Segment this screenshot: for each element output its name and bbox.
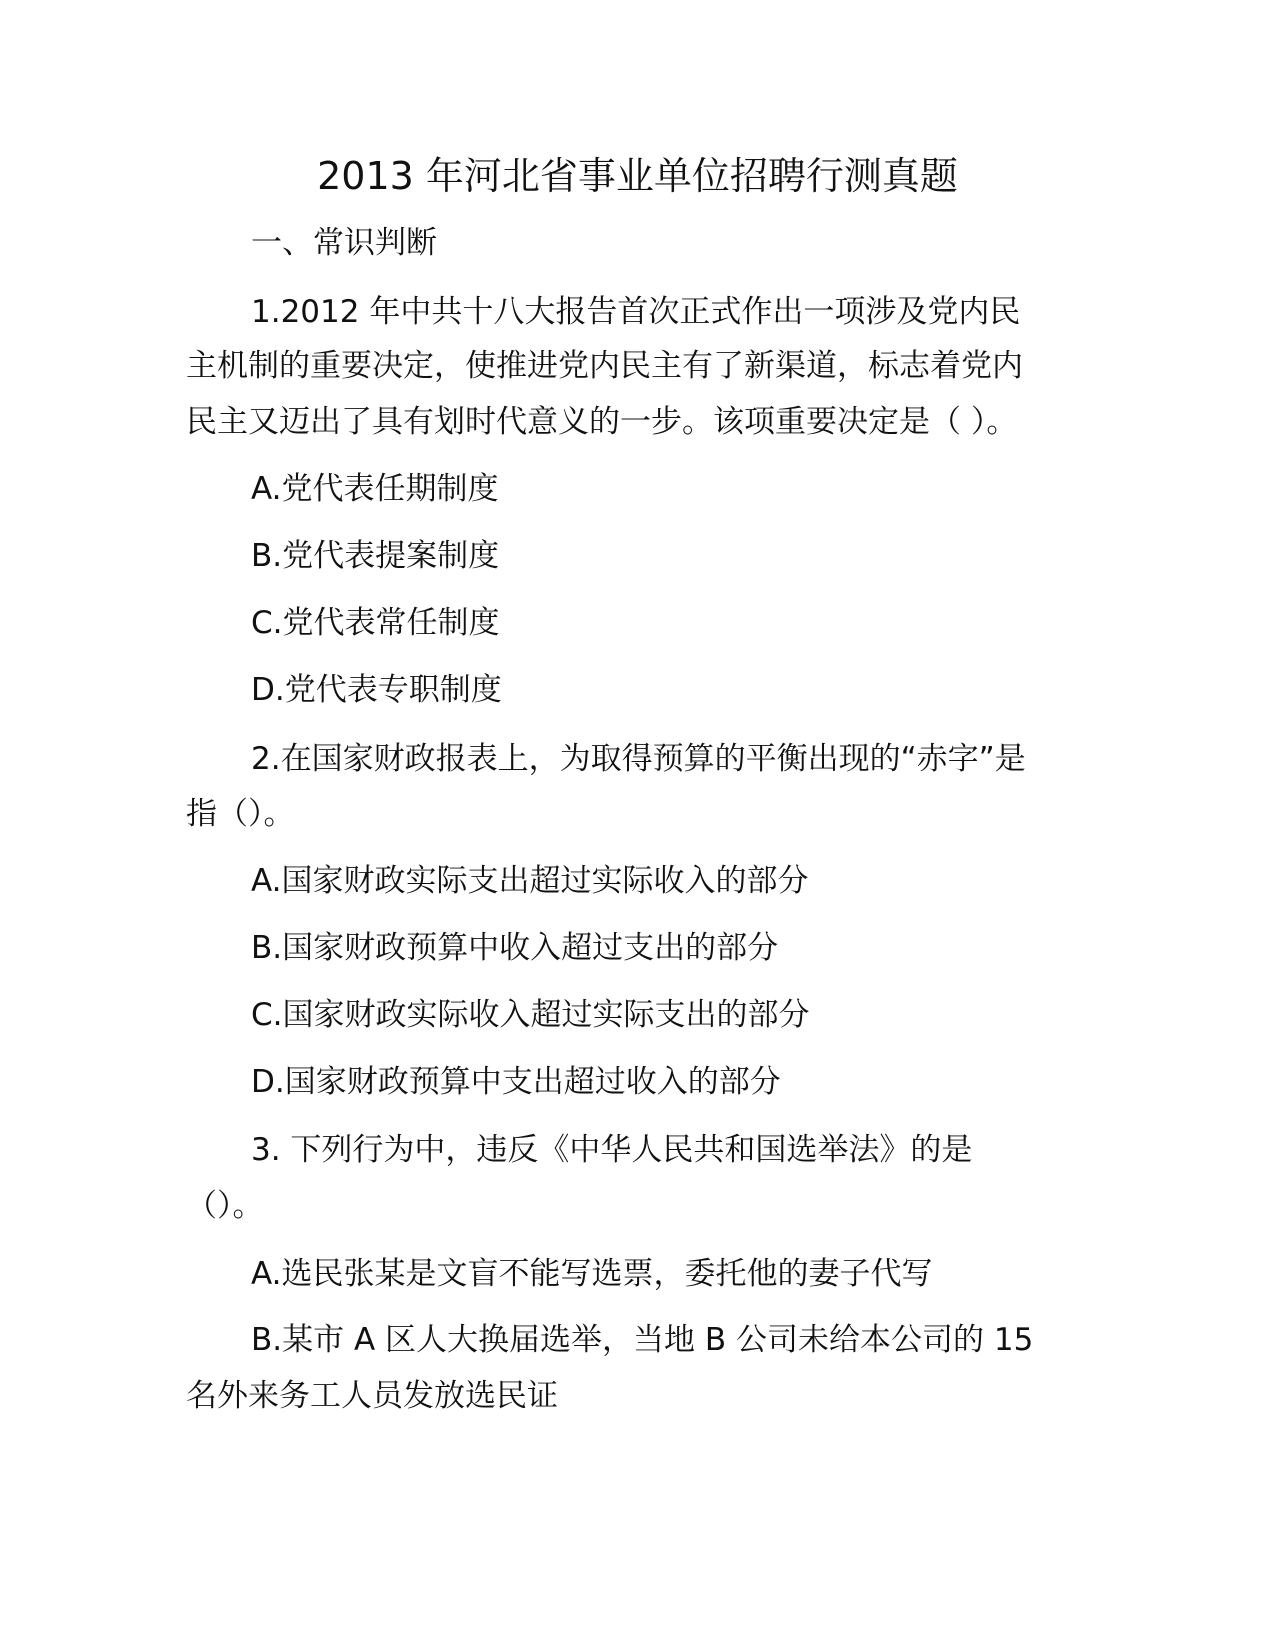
- question-1-option-d: D.党代表专职制度: [251, 672, 502, 708]
- question-2-option-b: B.国家财政预算中收入超过支出的部分: [251, 930, 779, 966]
- question-1-option-c: C.党代表常任制度: [251, 605, 500, 641]
- question-3-option-b: B.某市 A 区人大换届选举，当地 B 公司未给本公司的 15: [251, 1322, 1034, 1358]
- question-1-stem-line-3: 民主又迈出了具有划时代意义的一步。该项重要决定是（ ）。: [186, 404, 1018, 440]
- question-1-stem-line-2: 主机制的重要决定，使推进党内民主有了新渠道，标志着党内: [186, 348, 1023, 384]
- question-1-stem-line-1: 1.2012 年中共十八大报告首次正式作出一项涉及党内民: [251, 294, 1021, 330]
- question-3-stem-line-1: 3. 下列行为中，违反《中华人民共和国选举法》的是: [251, 1132, 973, 1168]
- question-2-stem-line-2: 指（）。: [186, 796, 295, 832]
- document-title: 2013 年河北省事业单位招聘行测真题: [317, 154, 958, 198]
- question-3-option-b-continued: 名外来务工人员发放选民证: [186, 1378, 558, 1414]
- question-2-option-c: C.国家财政实际收入超过实际支出的部分: [251, 997, 810, 1033]
- question-2-stem-line-1: 2.在国家财政报表上，为取得预算的平衡出现的“赤字”是: [251, 741, 1026, 777]
- section-heading: 一、常识判断: [251, 225, 437, 261]
- question-1-option-b: B.党代表提案制度: [251, 538, 500, 574]
- question-3-stem-line-2: （）。: [186, 1188, 264, 1224]
- question-1-option-a: A.党代表任期制度: [251, 471, 499, 507]
- question-2-option-a: A.国家财政实际支出超过实际收入的部分: [251, 863, 809, 899]
- question-2-option-d: D.国家财政预算中支出超过收入的部分: [251, 1064, 781, 1100]
- question-3-option-a: A.选民张某是文盲不能写选票，委托他的妻子代写: [251, 1256, 933, 1292]
